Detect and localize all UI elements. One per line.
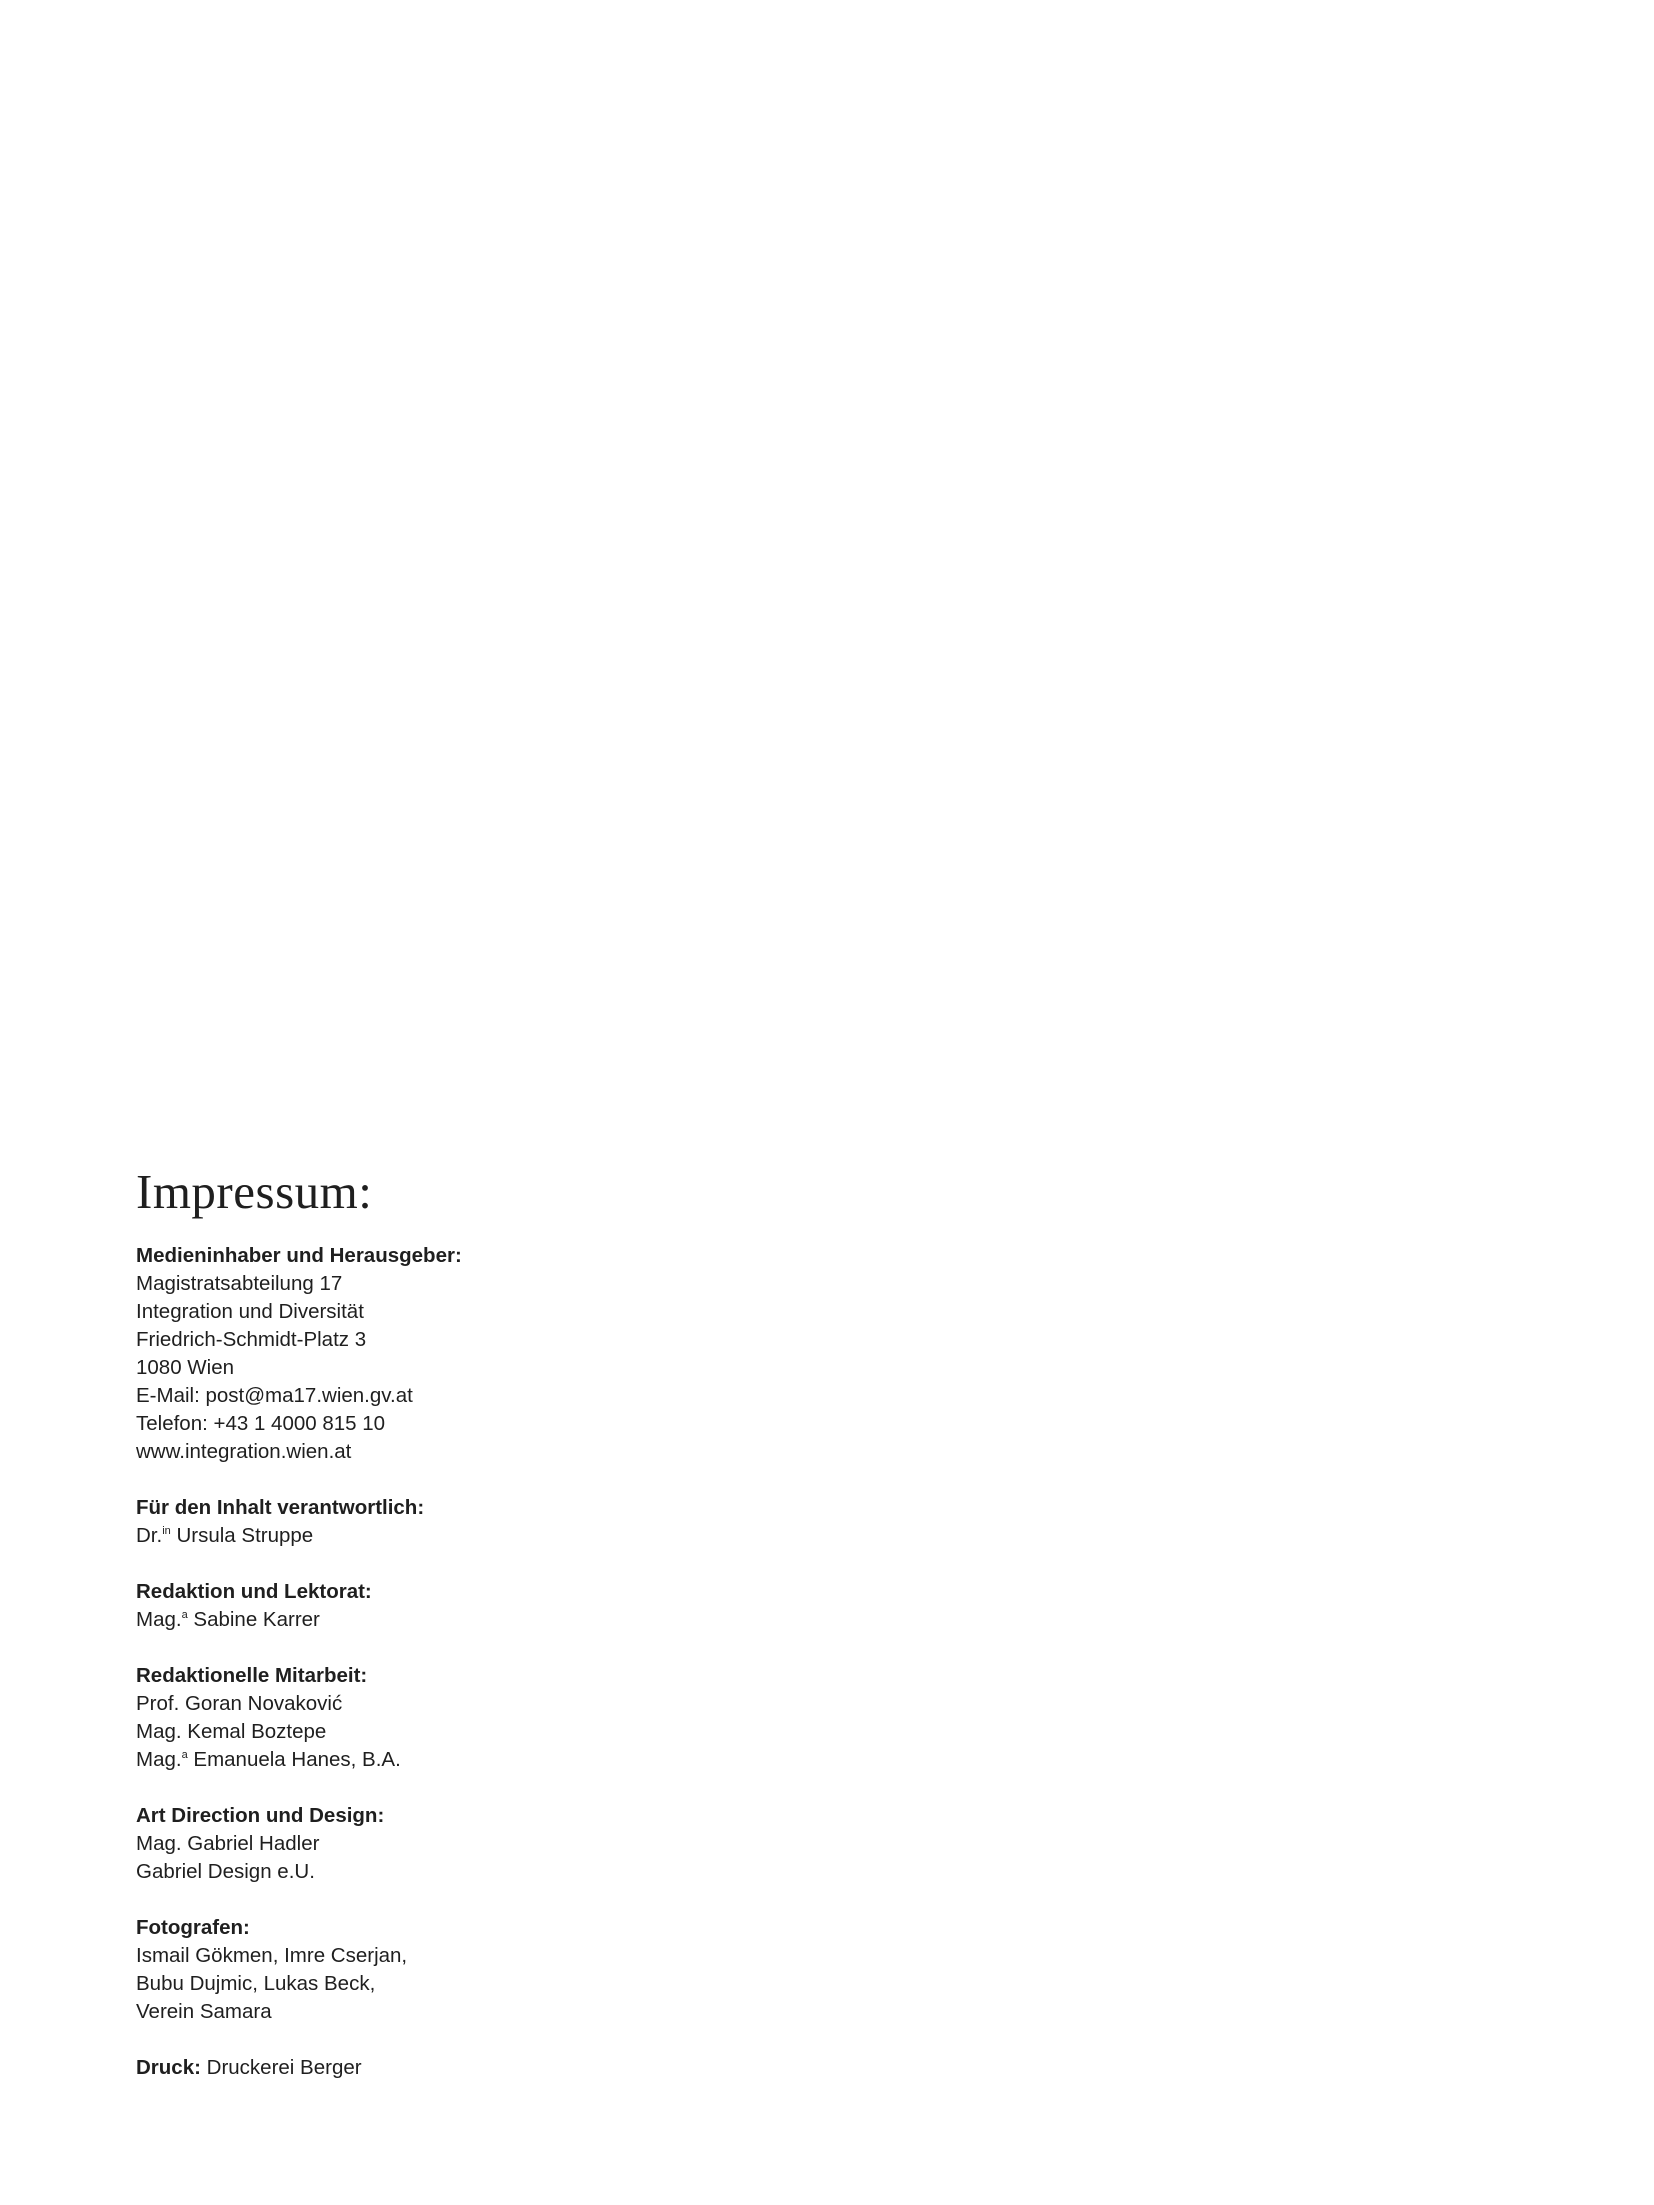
- contributor-3: [136, 1746, 836, 1774]
- responsible-title-prefix: Dr.: [136, 1524, 163, 1547]
- contributor-3-person: Emanuela Hanes, B.A.: [187, 1748, 401, 1771]
- contributor-3-prefix: Mag.: [136, 1748, 182, 1771]
- design-section: [136, 1802, 836, 1886]
- responsible-heading: Für den Inhalt verantwortlich:: [136, 1496, 425, 1519]
- publisher-line-website: www.integration.wien.at: [136, 1440, 352, 1463]
- publisher-section: [136, 1242, 836, 1466]
- design-line-person: Mag. Gabriel Hadler: [136, 1832, 320, 1855]
- publisher-heading: Medieninhaber und Herausgeber:: [136, 1244, 462, 1267]
- contributors-heading: Redaktionelle Mitarbeit:: [136, 1664, 368, 1687]
- publisher-line-department: Magistratsabteilung 17: [136, 1272, 343, 1295]
- editing-section: [136, 1578, 836, 1634]
- editing-title-sup: a: [181, 1609, 188, 1622]
- print-section: [136, 2054, 836, 2082]
- design-heading: Art Direction und Design:: [136, 1804, 385, 1827]
- responsible-name: [136, 1522, 836, 1550]
- editing-heading: Redaktion und Lektorat:: [136, 1580, 372, 1603]
- editing-person: Sabine Karrer: [187, 1608, 320, 1631]
- editing-name: [136, 1606, 836, 1634]
- print-value: Druckerei Berger: [200, 2056, 362, 2079]
- publisher-line-phone: Telefon: +43 1 4000 815 10: [136, 1412, 386, 1435]
- photographers-line-1: Ismail Gökmen, Imre Cserjan,: [136, 1944, 408, 1967]
- publisher-line-email: E-Mail: post@ma17.wien.gv.at: [136, 1384, 413, 1407]
- responsible-title-sup: in: [162, 1525, 171, 1538]
- contributor-2: Mag. Kemal Boztepe: [136, 1720, 327, 1743]
- imprint-block: [136, 1162, 836, 2110]
- contributor-1: Prof. Goran Novaković: [136, 1692, 343, 1715]
- responsible-section: [136, 1494, 836, 1550]
- publisher-line-division: Integration und Diversität: [136, 1300, 364, 1323]
- contributor-3-sup: a: [181, 1749, 188, 1762]
- publisher-line-street: Friedrich-Schmidt-Platz 3: [136, 1328, 367, 1351]
- responsible-person: Ursula Struppe: [170, 1524, 314, 1547]
- publisher-line-city: 1080 Wien: [136, 1356, 235, 1379]
- editing-title-prefix: Mag.: [136, 1608, 182, 1631]
- print-heading: Druck:: [136, 2056, 201, 2079]
- page-title: Impressum:: [136, 1164, 373, 1219]
- photographers-line-3: Verein Samara: [136, 2000, 272, 2023]
- design-line-company: Gabriel Design e.U.: [136, 1860, 315, 1883]
- contributors-section: [136, 1662, 836, 1774]
- photographers-line-2: Bubu Dujmic, Lukas Beck,: [136, 1972, 376, 1995]
- photographers-section: [136, 1914, 836, 2026]
- photographers-heading: Fotografen:: [136, 1916, 250, 1939]
